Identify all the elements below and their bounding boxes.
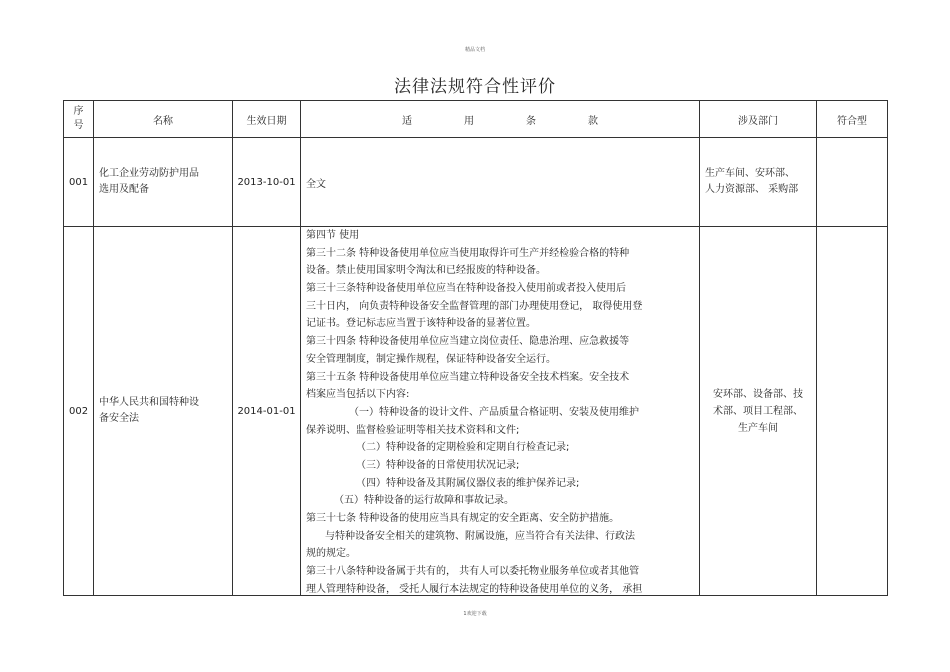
terms-line: 第三十七条 特种设备的使用应当具有规定的安全距离、安全防护措施。	[306, 513, 620, 524]
header-terms-char-3: 条	[526, 115, 536, 127]
terms-line: （三）特种设备的日常使用状况记录;	[356, 459, 520, 471]
terms-line: 第三十八条特种设备属于共有的， 共有人可以委托物业服务单位或者其他管	[306, 566, 640, 578]
terms-line: 三十日内， 向负责特种设备安全监督管理的部门办理使用登记， 取得使用登	[306, 300, 643, 312]
row-name	[94, 138, 233, 227]
header-conform: 符合型	[817, 101, 888, 138]
row-seq: 001	[64, 138, 94, 227]
terms-line: 设备。禁止使用国家明令淘汰和已经报废的特种设备。	[306, 265, 546, 277]
header-terms	[301, 101, 700, 138]
terms-line: 第三十四条 特种设备使用单位应当建立岗位责任、隐患治理、应急救援等	[306, 336, 630, 348]
table-row	[64, 138, 888, 227]
terms-line: （五）特种设备的运行故障和事故记录。	[334, 495, 514, 507]
row-dept-line: 安环部、设备部、技	[713, 388, 803, 400]
terms-line: 第三十二条 特种设备使用单位应当使用取得许可生产并经检验合格的特种	[306, 247, 630, 259]
row-conform	[817, 138, 888, 227]
header-date: 生效日期	[233, 101, 301, 138]
terms-line: （四）特种设备及其附属仪器仪表的维护保养记录;	[356, 477, 580, 489]
page-header-note: 精品文档	[464, 47, 485, 53]
header-terms-char-4: 款	[588, 115, 598, 127]
terms-line: 理人管理特种设备， 受托人履行本法规定的特种设备使用单位的义务， 承担	[306, 583, 643, 595]
row-dept-line: 术部、项目工程部、	[713, 405, 803, 417]
row-dept-line: 生产车间、安环部、	[705, 168, 795, 179]
terms-line: 记证书。登记标志应当置于该特种设备的显著位置。	[306, 318, 536, 330]
header-dept: 涉及部门	[700, 101, 817, 138]
terms-line: 第四节 使用	[306, 230, 360, 241]
row-dept	[700, 227, 817, 596]
terms-line: 规的规定。	[306, 548, 356, 560]
row-dept-line: 生产车间	[738, 422, 778, 434]
terms-line: （一）特种设备的设计文件、产品质量合格证明、安装及使用维护	[349, 406, 639, 418]
document-title: 法律法规符合性评价	[394, 77, 556, 97]
terms-line: 档案应当包括以下内容:	[306, 389, 410, 401]
row-name-line: 中华人民共和国特种设	[99, 397, 199, 408]
terms-line: 第三十三条特种设备使用单位应当在特种设备投入使用前或者投入使用后	[306, 283, 626, 295]
row-name-line: 备安全法	[99, 413, 139, 424]
table-header-row	[64, 101, 888, 138]
header-seq-line2: 号	[73, 120, 84, 131]
header-name: 名称	[94, 101, 233, 138]
header-terms-char-1: 适	[402, 115, 412, 127]
compliance-table	[63, 100, 888, 596]
row-name-line: 化工企业劳动防护用品	[99, 168, 199, 179]
terms-line: （二）特种设备的定期检验和定期自行检查记录;	[356, 442, 570, 454]
header-seq-line1: 序	[73, 106, 84, 117]
table-row	[64, 227, 888, 596]
row-date: 2013-10-01	[233, 138, 301, 227]
terms-line: 保养说明、监督检验证明等相关技术资料和文件;	[306, 424, 520, 436]
row-seq: 002	[64, 227, 94, 596]
row-terms	[301, 227, 700, 596]
row-name-line: 选用及配备	[99, 184, 149, 195]
page-footer: 1欢迎下载	[463, 611, 487, 617]
row-name	[94, 227, 233, 596]
terms-line: 与特种设备安全相关的建筑物、附属设施，应当符合有关法律、行政法	[325, 530, 635, 542]
row-dept	[700, 138, 817, 227]
row-conform	[817, 227, 888, 596]
row-terms: 全文	[301, 138, 700, 227]
row-dept-line: 人力资源部、 采购部	[705, 184, 799, 195]
terms-line: 第三十五条 特种设备使用单位应当建立特种设备安全技术档案。安全技术	[306, 371, 630, 383]
row-date: 2014-01-01	[233, 227, 301, 596]
terms-line: 安全管理制度，制定操作规程，保证特种设备安全运行。	[306, 353, 556, 365]
header-terms-char-2: 用	[464, 115, 474, 127]
header-seq	[64, 101, 94, 138]
